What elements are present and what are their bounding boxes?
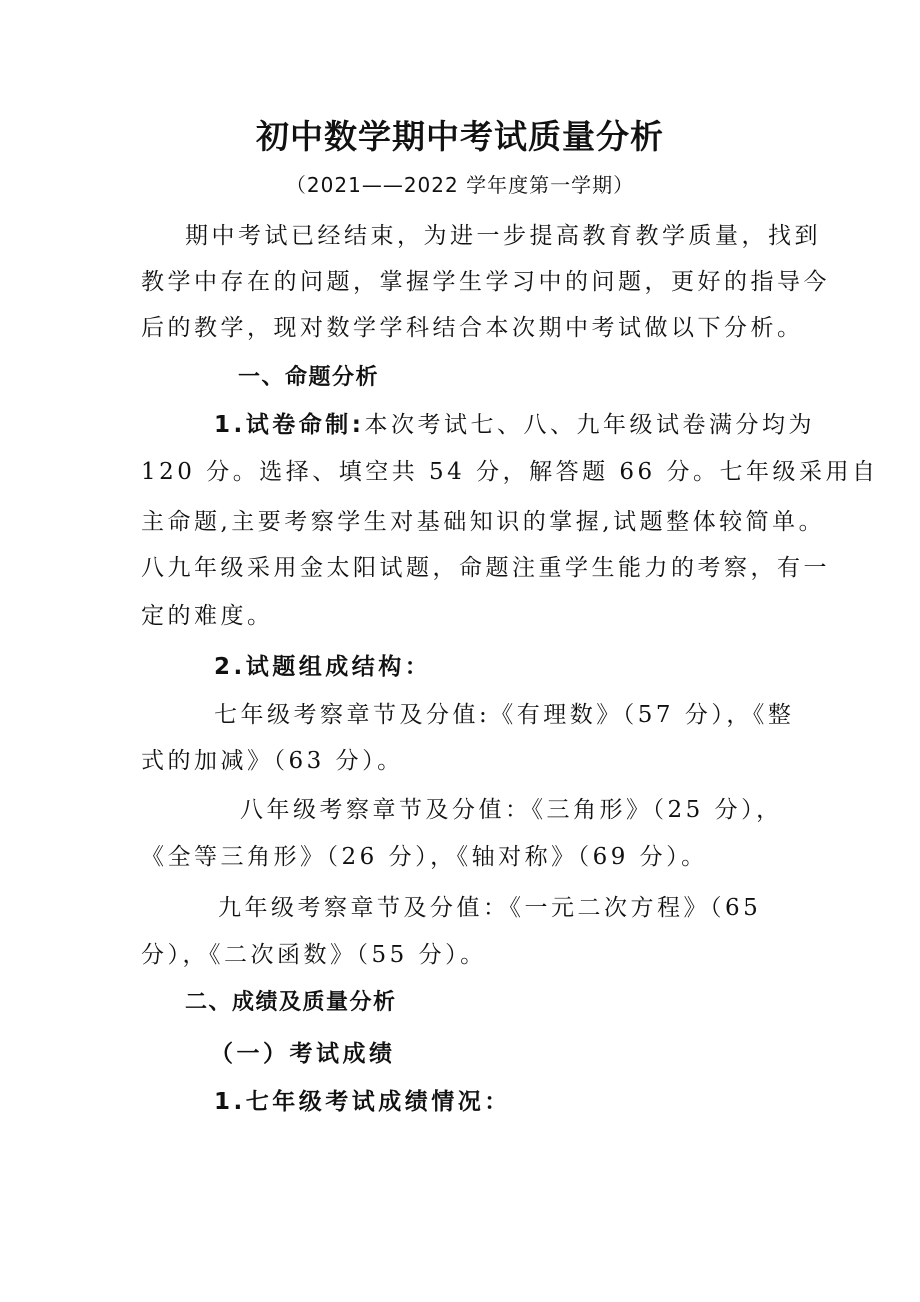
item1-line-3: 主命题,主要考察学生对基础知识的掌握,试题整体较简单。 [141,509,826,535]
intro-line-1: 期中考试已经结束，为进一步提高教育教学质量，找到 [185,223,821,249]
section2-heading: 二、成绩及质量分析 [185,990,397,1015]
document-subtitle: （2021——2022 学年度第一学期） [285,173,635,197]
grade7-line-2: 式的加减》（63 分）。 [141,748,404,774]
grade8-line-2: 《全等三角形》（26 分），《轴对称》（69 分）。 [141,844,708,870]
intro-line-2: 教学中存在的问题，掌握学生学习中的问题，更好的指导今 [141,269,830,295]
intro-line-3: 后的教学，现对数学学科结合本次期中考试做以下分析。 [141,315,804,341]
grade9-line-2: 分），《二次函数》（55 分）。 [141,942,487,968]
document-title: 初中数学期中考试质量分析 [256,117,664,156]
section1-heading: 一、命题分析 [238,365,380,390]
item1-line-1 [214,410,815,440]
item1-line-4: 八九年级采用金太阳试题，命题注重学生能力的考察，有一 [141,555,830,581]
grade9-line-1: 九年级考察章节及分值：《一元二次方程》（65 [218,895,762,921]
item1-line-2: 120 分。选择、填空共 54 分，解答题 66 分。七年级采用自 [141,459,879,485]
section2-item1: 1.七年级考试成绩情况： [214,1089,511,1115]
grade7-line-1: 七年级考察章节及分值:《有理数》（57 分），《整 [214,702,795,728]
section2-sub1: （一）考试成绩 [210,1041,396,1067]
grade8-line-1: 八年级考察章节及分值：《三角形》（25 分）， [240,797,783,823]
item2-label: 2.试题组成结构： [214,654,432,680]
item1-line-5: 定的难度。 [141,603,274,629]
item1-text: 本次考试七、八、九年级试卷满分均为 [364,412,815,438]
item1-label: 1.试卷命制: [214,412,365,438]
